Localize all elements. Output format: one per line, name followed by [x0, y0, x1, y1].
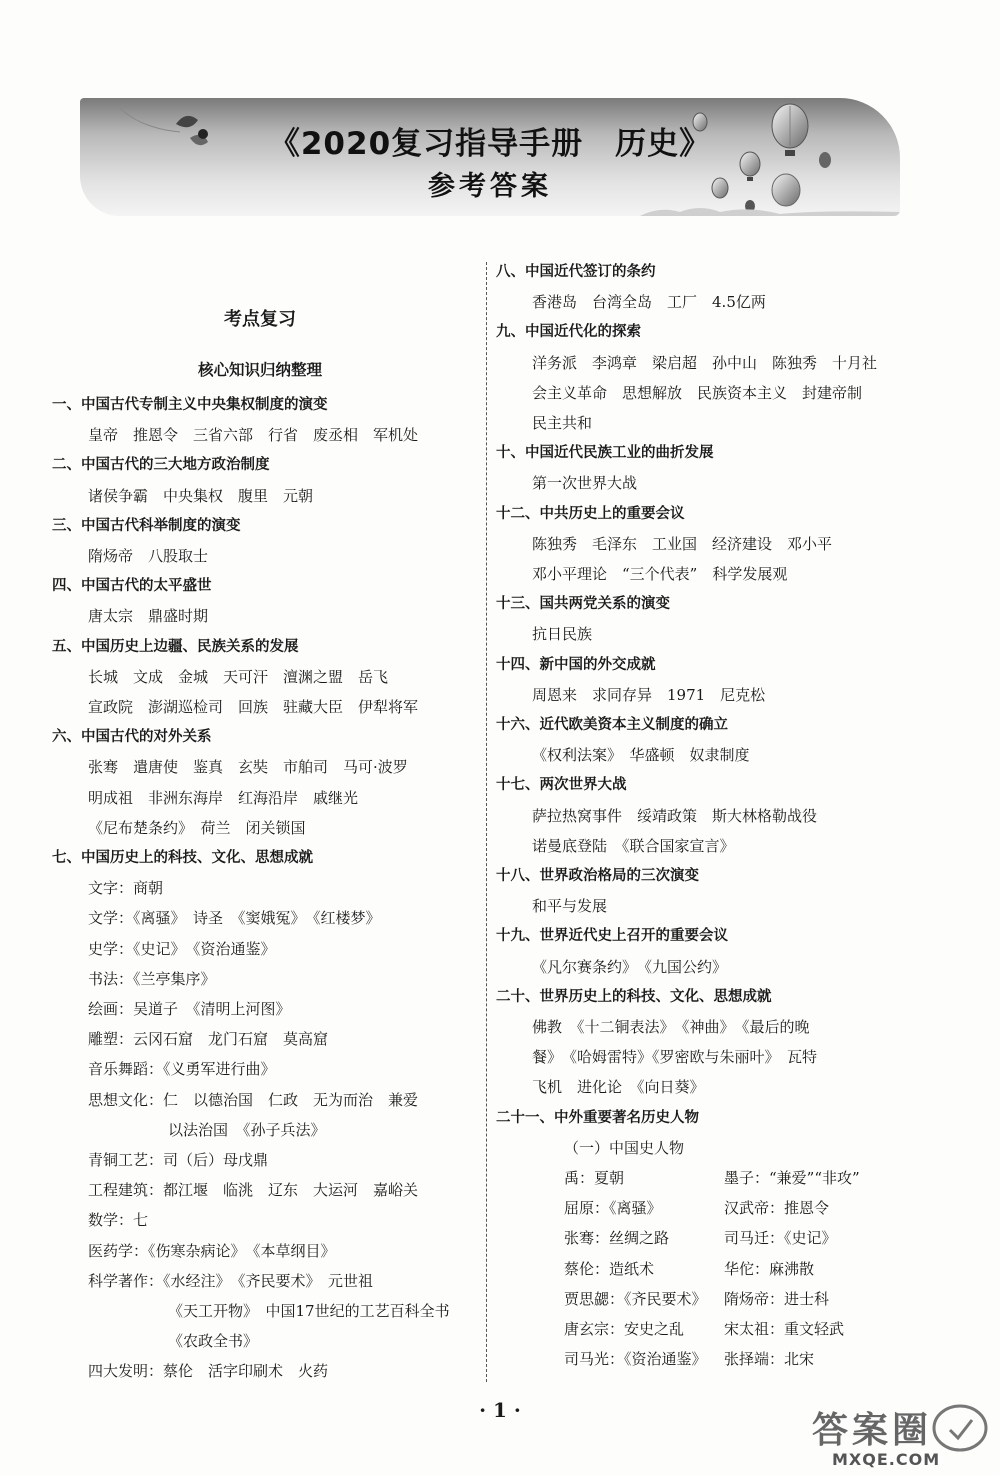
answer-line: 长城 文成 金城 天可汗 澶渊之盟 岳飞	[88, 667, 389, 686]
answer-line: 《尼布楚条约》 荷兰 闭关锁国	[88, 818, 306, 837]
section-subtitle: 核心知识归纳整理	[197, 361, 322, 379]
answer-line: 《天工开物》 中国17世纪的工艺百科全书	[168, 1302, 450, 1320]
person-entry: 隋炀帝：进士科	[724, 1289, 830, 1308]
answer-line: 音乐舞蹈：《义勇军进行曲》	[88, 1060, 276, 1079]
answer-line: 诺曼底登陆 《联合国家宣言》	[532, 836, 735, 855]
person-entry: 禹：夏朝	[564, 1169, 625, 1187]
answer-line: 宣政院 澎湖巡检司 回族 驻藏大臣 伊犁将军	[88, 698, 419, 716]
person-entry: 张骞：丝绸之路	[564, 1229, 670, 1248]
topic-heading: 二十、世界历史上的科技、文化、思想成就	[496, 988, 772, 1005]
column-divider	[486, 262, 487, 1382]
answer-line: 文学：《离骚》 诗圣 《窦娥冤》 《红楼梦》	[88, 909, 381, 928]
answer-line: 萨拉热窝事件 绥靖政策 斯大林格勒战役	[532, 806, 818, 825]
answer-line: 《农政全书》	[168, 1332, 259, 1351]
topic-heading: 十、中国近代民族工业的曲折发展	[496, 445, 714, 462]
watermark-url: MXQE.COM	[832, 1450, 941, 1469]
answer-line: 邓小平理论 “三个代表” 科学发展观	[532, 565, 788, 583]
answer-line: 史学：《史记》 《资治通鉴》	[88, 939, 276, 958]
answer-line: 皇帝 推恩令 三省六部 行省 废丞相 军机处	[88, 426, 419, 445]
answer-line: 洋务派 李鸿章 梁启超 孙中山 陈独秀 十月社	[532, 353, 878, 372]
answer-line: 陈独秀 毛泽东 工业国 经济建设 邓小平	[532, 534, 833, 553]
person-entry: 司马迁：《史记》	[724, 1229, 837, 1248]
person-entry: 司马光：《资治通鉴》	[564, 1350, 707, 1369]
topic-heading: 十九、世界近代史上召开的重要会议	[496, 928, 728, 945]
topic-heading: 三、中国古代科举制度的演变	[52, 517, 241, 534]
topic-heading: 五、中国历史上边疆、民族关系的发展	[52, 638, 299, 655]
banner-subtitle: 参考答案	[428, 171, 552, 202]
answer-line: 以法治国 《孙子兵法》	[168, 1120, 326, 1139]
topic-heading: 八、中国近代签订的条约	[496, 264, 656, 280]
person-entry: 汉武帝：推恩令	[724, 1199, 830, 1218]
topic-heading: 一、中国古代专制主义中央集权制度的演变	[52, 397, 328, 413]
answer-line: 第一次世界大战	[532, 474, 638, 493]
person-entry: 屈原：《离骚》	[564, 1199, 662, 1218]
topic-heading: 四、中国古代的太平盛世	[52, 578, 212, 595]
answer-line: 会主义革命 思想解放 民族资本主义 封建帝制	[532, 383, 863, 402]
answer-line: 数学：七	[88, 1211, 149, 1230]
answer-line: 飞机 进化论 《向日葵》	[532, 1078, 705, 1097]
topic-heading: 十四、新中国的外交成就	[496, 656, 656, 673]
answer-line: 张骞 遣唐使 鉴真 玄奘 市舶司 马可·波罗	[88, 758, 408, 777]
answer-line: 周恩来 求同存异 1971 尼克松	[532, 685, 766, 704]
topic-heading: 十六、近代欧美资本主义制度的确立	[496, 717, 728, 733]
answer-line: 思想文化：仁 以德治国 仁政 无为而治 兼爱	[88, 1090, 419, 1109]
topic-heading: 十三、国共两党关系的演变	[496, 596, 670, 613]
sub-heading: （一）中国史人物	[564, 1138, 685, 1157]
person-entry: 唐玄宗：安史之乱	[564, 1320, 685, 1338]
answer-line: 和平与发展	[532, 897, 608, 916]
answer-line: 民主共和	[532, 414, 593, 432]
person-entry: 贾思勰：《齐民要术》	[564, 1289, 707, 1308]
banner-title: 《2020复习指导手册 历史》	[268, 126, 712, 162]
topic-heading: 二十一、中外重要著名历史人物	[496, 1109, 699, 1126]
answer-line: 工程建筑：都江堰 临洮 辽东 大运河 嘉峪关	[88, 1181, 419, 1200]
topic-heading: 十八、世界政治格局的三次演变	[496, 868, 699, 884]
answer-line: 医药学：《伤寒杂病论》 《本草纲目》	[88, 1241, 336, 1260]
answer-line: 青铜工艺：司（后）母戊鼎	[88, 1151, 269, 1169]
answer-line: 书法：《兰亭集序》	[88, 969, 216, 988]
person-entry: 宋太祖：重文轻武	[724, 1320, 845, 1338]
topic-heading: 九、中国近代化的探索	[496, 324, 641, 341]
person-entry: 华佗：麻沸散	[724, 1259, 815, 1278]
answer-line: 《权利法案》 华盛顿 奴隶制度	[532, 746, 750, 765]
answer-line: 隋炀帝 八股取士	[88, 547, 209, 565]
answer-line: 诸侯争霸 中央集权 腹里 元朝	[88, 486, 314, 505]
topic-heading: 六、中国古代的对外关系	[52, 729, 212, 746]
topic-heading: 二、中国古代的三大地方政治制度	[52, 457, 270, 474]
answer-line: 餐》 《哈姆雷特》《罗密欧与朱丽叶》 瓦特	[532, 1048, 818, 1067]
answer-line: 四大发明：蔡伦 活字印刷术 火药	[88, 1362, 329, 1381]
answer-line: 《凡尔赛条约》 《九国公约》	[532, 957, 728, 976]
watermark-title: 答案圈	[812, 1410, 933, 1451]
answer-line: 香港岛 台湾全岛 工厂 4.5亿两	[532, 293, 766, 312]
answer-line: 唐太宗 鼎盛时期	[88, 607, 209, 626]
answer-line: 雕塑：云冈石窟 龙门石窟 莫高窟	[88, 1030, 329, 1049]
answer-line: 佛教 《十二铜表法》 《神曲》 《最后的晚	[532, 1018, 810, 1036]
person-entry: 张择端：北宋	[724, 1350, 815, 1369]
answer-line: 明成祖 非洲东海岸 红海沿岸 戚继光	[88, 788, 359, 807]
answer-line: 抗日民族	[532, 625, 593, 644]
person-entry: 墨子：“兼爱”“非攻”	[724, 1169, 860, 1187]
header-banner	[80, 98, 900, 216]
topic-heading: 十二、中共历史上的重要会议	[496, 505, 685, 522]
topic-heading: 十七、两次世界大战	[496, 777, 627, 794]
page-number: · 1 ·	[479, 1398, 521, 1422]
person-entry: 蔡伦：造纸术	[564, 1259, 655, 1278]
answer-line: 绘画：吴道子 《清明上河图》	[88, 1000, 291, 1018]
section-title: 考点复习	[224, 309, 296, 330]
answer-line: 文字：商朝	[88, 879, 164, 898]
answer-line: 科学著作：《水经注》 《齐民要术》 元世祖	[88, 1271, 374, 1290]
topic-heading: 七、中国历史上的科技、文化、思想成就	[52, 850, 313, 866]
